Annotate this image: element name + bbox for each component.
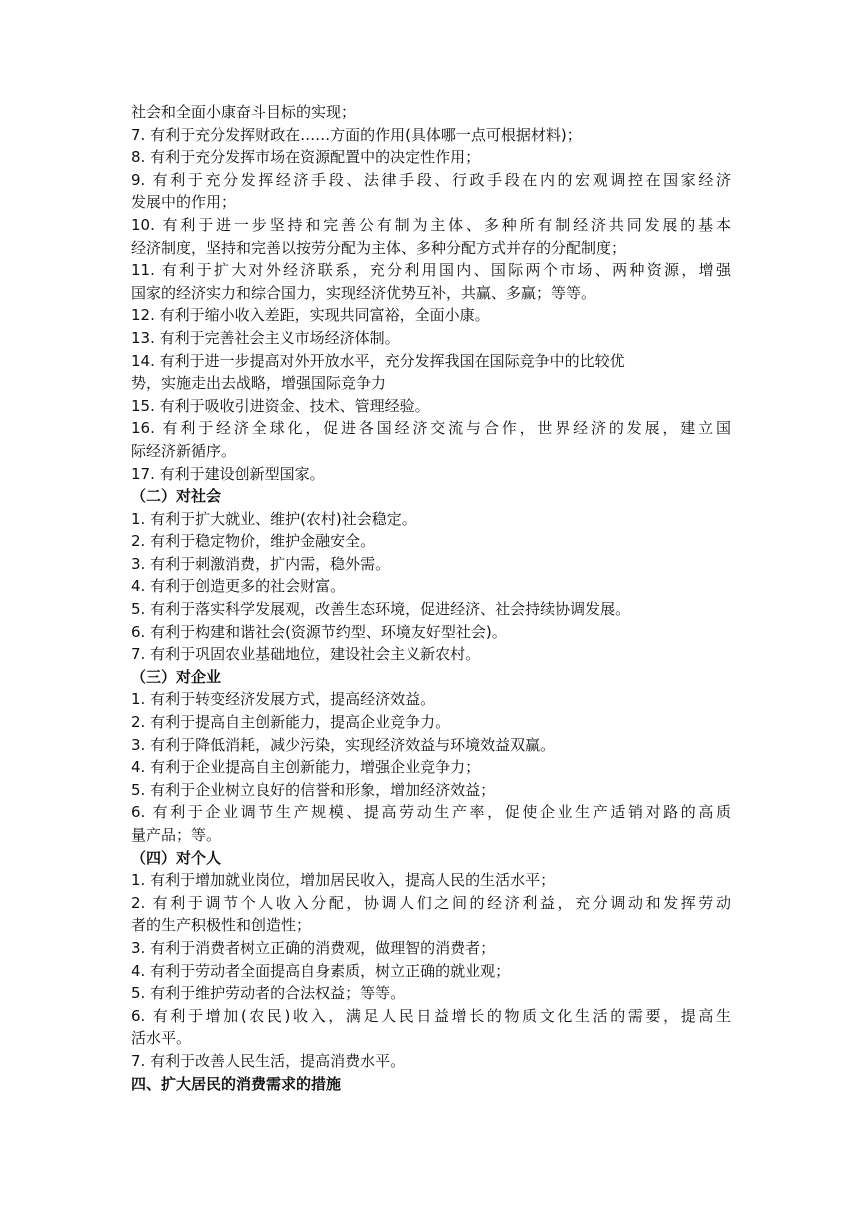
text-line: 2. 有利于稳定物价，维护金融安全。 <box>131 532 376 551</box>
text-line: 11. 有利于扩大对外经济联系，充分利用国内、国际两个市场、两种资源，增强 <box>131 261 731 280</box>
text-line: 10. 有利于进一步坚持和完善公有制为主体、多种所有制经济共同发展的基本 <box>131 215 731 234</box>
text-line: 7. 有利于巩固农业基础地位，建设社会主义新农村。 <box>131 645 481 664</box>
text-line: 国家的经济实力和综合国力，实现经济优势互补，共赢、多赢；等等。 <box>131 283 597 302</box>
text-line: 1. 有利于扩大就业、维护(农村)社会稳定。 <box>131 509 417 528</box>
text-line: 3. 有利于消费者树立正确的消费观，做理智的消费者； <box>131 938 496 957</box>
text-line: 7. 有利于改善人民生活，提高消费水平。 <box>131 1051 406 1070</box>
text-line: 7. 有利于充分发挥财政在……方面的作用(具体哪一点可根据材料)； <box>131 125 582 144</box>
text-line: 6. 有利于增加(农民)收入，满足人民日益增长的物质文化生活的需要，提高生 <box>131 1006 731 1025</box>
text-line: 1. 有利于转变经济发展方式，提高经济效益。 <box>131 690 436 709</box>
text-line: 5. 有利于企业树立良好的信誉和形象，增加经济效益； <box>131 780 496 799</box>
text-line: 9. 有利于充分发挥经济手段、法律手段、行政手段在内的宏观调控在国家经济 <box>131 170 731 189</box>
text-line: 经济制度，坚持和完善以按劳分配为主体、多种分配方式并存的分配制度； <box>131 238 627 257</box>
text-line: 6. 有利于构建和谐社会(资源节约型、环境友好型社会)。 <box>131 622 507 641</box>
document-page <box>131 101 731 1095</box>
text-line: 16. 有利于经济全球化，促进各国经济交流与合作，世界经济的发展，建立国 <box>131 419 731 438</box>
text-line: 5. 有利于落实科学发展观，改善生态环境，促进经济、社会持续协调发展。 <box>131 600 631 619</box>
text-line: 6. 有利于企业调节生产规模、提高劳动生产率，促使企业生产适销对路的高质 <box>131 803 731 822</box>
text-line: 4. 有利于企业提高自主创新能力，增强企业竞争力； <box>131 758 481 777</box>
text-line: 发展中的作用； <box>131 193 237 212</box>
subsection-heading: （二）对社会 <box>131 487 222 506</box>
text-line: 15. 有利于吸收引进资金、技术、管理经验。 <box>131 396 430 415</box>
text-line: 8. 有利于充分发挥市场在资源配置中的决定性作用； <box>131 148 481 167</box>
text-line: 17. 有利于建设创新型国家。 <box>131 464 325 483</box>
text-line: 12. 有利于缩小收入差距，实现共同富裕，全面小康。 <box>131 306 490 325</box>
text-line: 量产品；等。 <box>131 826 222 844</box>
text-line: 社会和全面小康奋斗目标的实现； <box>131 103 357 121</box>
text-line: 活水平。 <box>131 1029 192 1048</box>
text-line: 4. 有利于劳动者全面提高自身素质，树立正确的就业观； <box>131 961 511 980</box>
subsection-heading: （四）对个人 <box>131 848 222 867</box>
text-line: 3. 有利于降低消耗，减少污染，实现经济效益与环境效益双赢。 <box>131 735 556 754</box>
text-line: 4. 有利于创造更多的社会财富。 <box>131 577 346 596</box>
text-line: 际经济新循序。 <box>131 441 237 460</box>
subsection-heading: （三）对企业 <box>131 667 222 686</box>
text-line: 势，实施走出去战略，增强国际竞争力 <box>131 374 387 393</box>
section-heading: 四、扩大居民的消费需求的措施 <box>131 1074 342 1093</box>
text-line: 1. 有利于增加就业岗位，增加居民收入，提高人民的生活水平； <box>131 871 556 890</box>
text-line: 2. 有利于调节个人收入分配，协调人们之间的经济利益，充分调动和发挥劳动 <box>131 893 731 912</box>
text-line: 者的生产积极性和创造性； <box>131 916 312 935</box>
text-line: 13. 有利于完善社会主义市场经济体制。 <box>131 328 400 347</box>
text-line: 14. 有利于进一步提高对外开放水平，充分发挥我国在国际竞争中的比较优 <box>131 351 625 370</box>
text-line: 5. 有利于维护劳动者的合法权益；等等。 <box>131 984 406 1003</box>
text-line: 3. 有利于刺激消费，扩内需，稳外需。 <box>131 554 391 573</box>
text-line: 2. 有利于提高自主创新能力，提高企业竞争力。 <box>131 713 451 732</box>
